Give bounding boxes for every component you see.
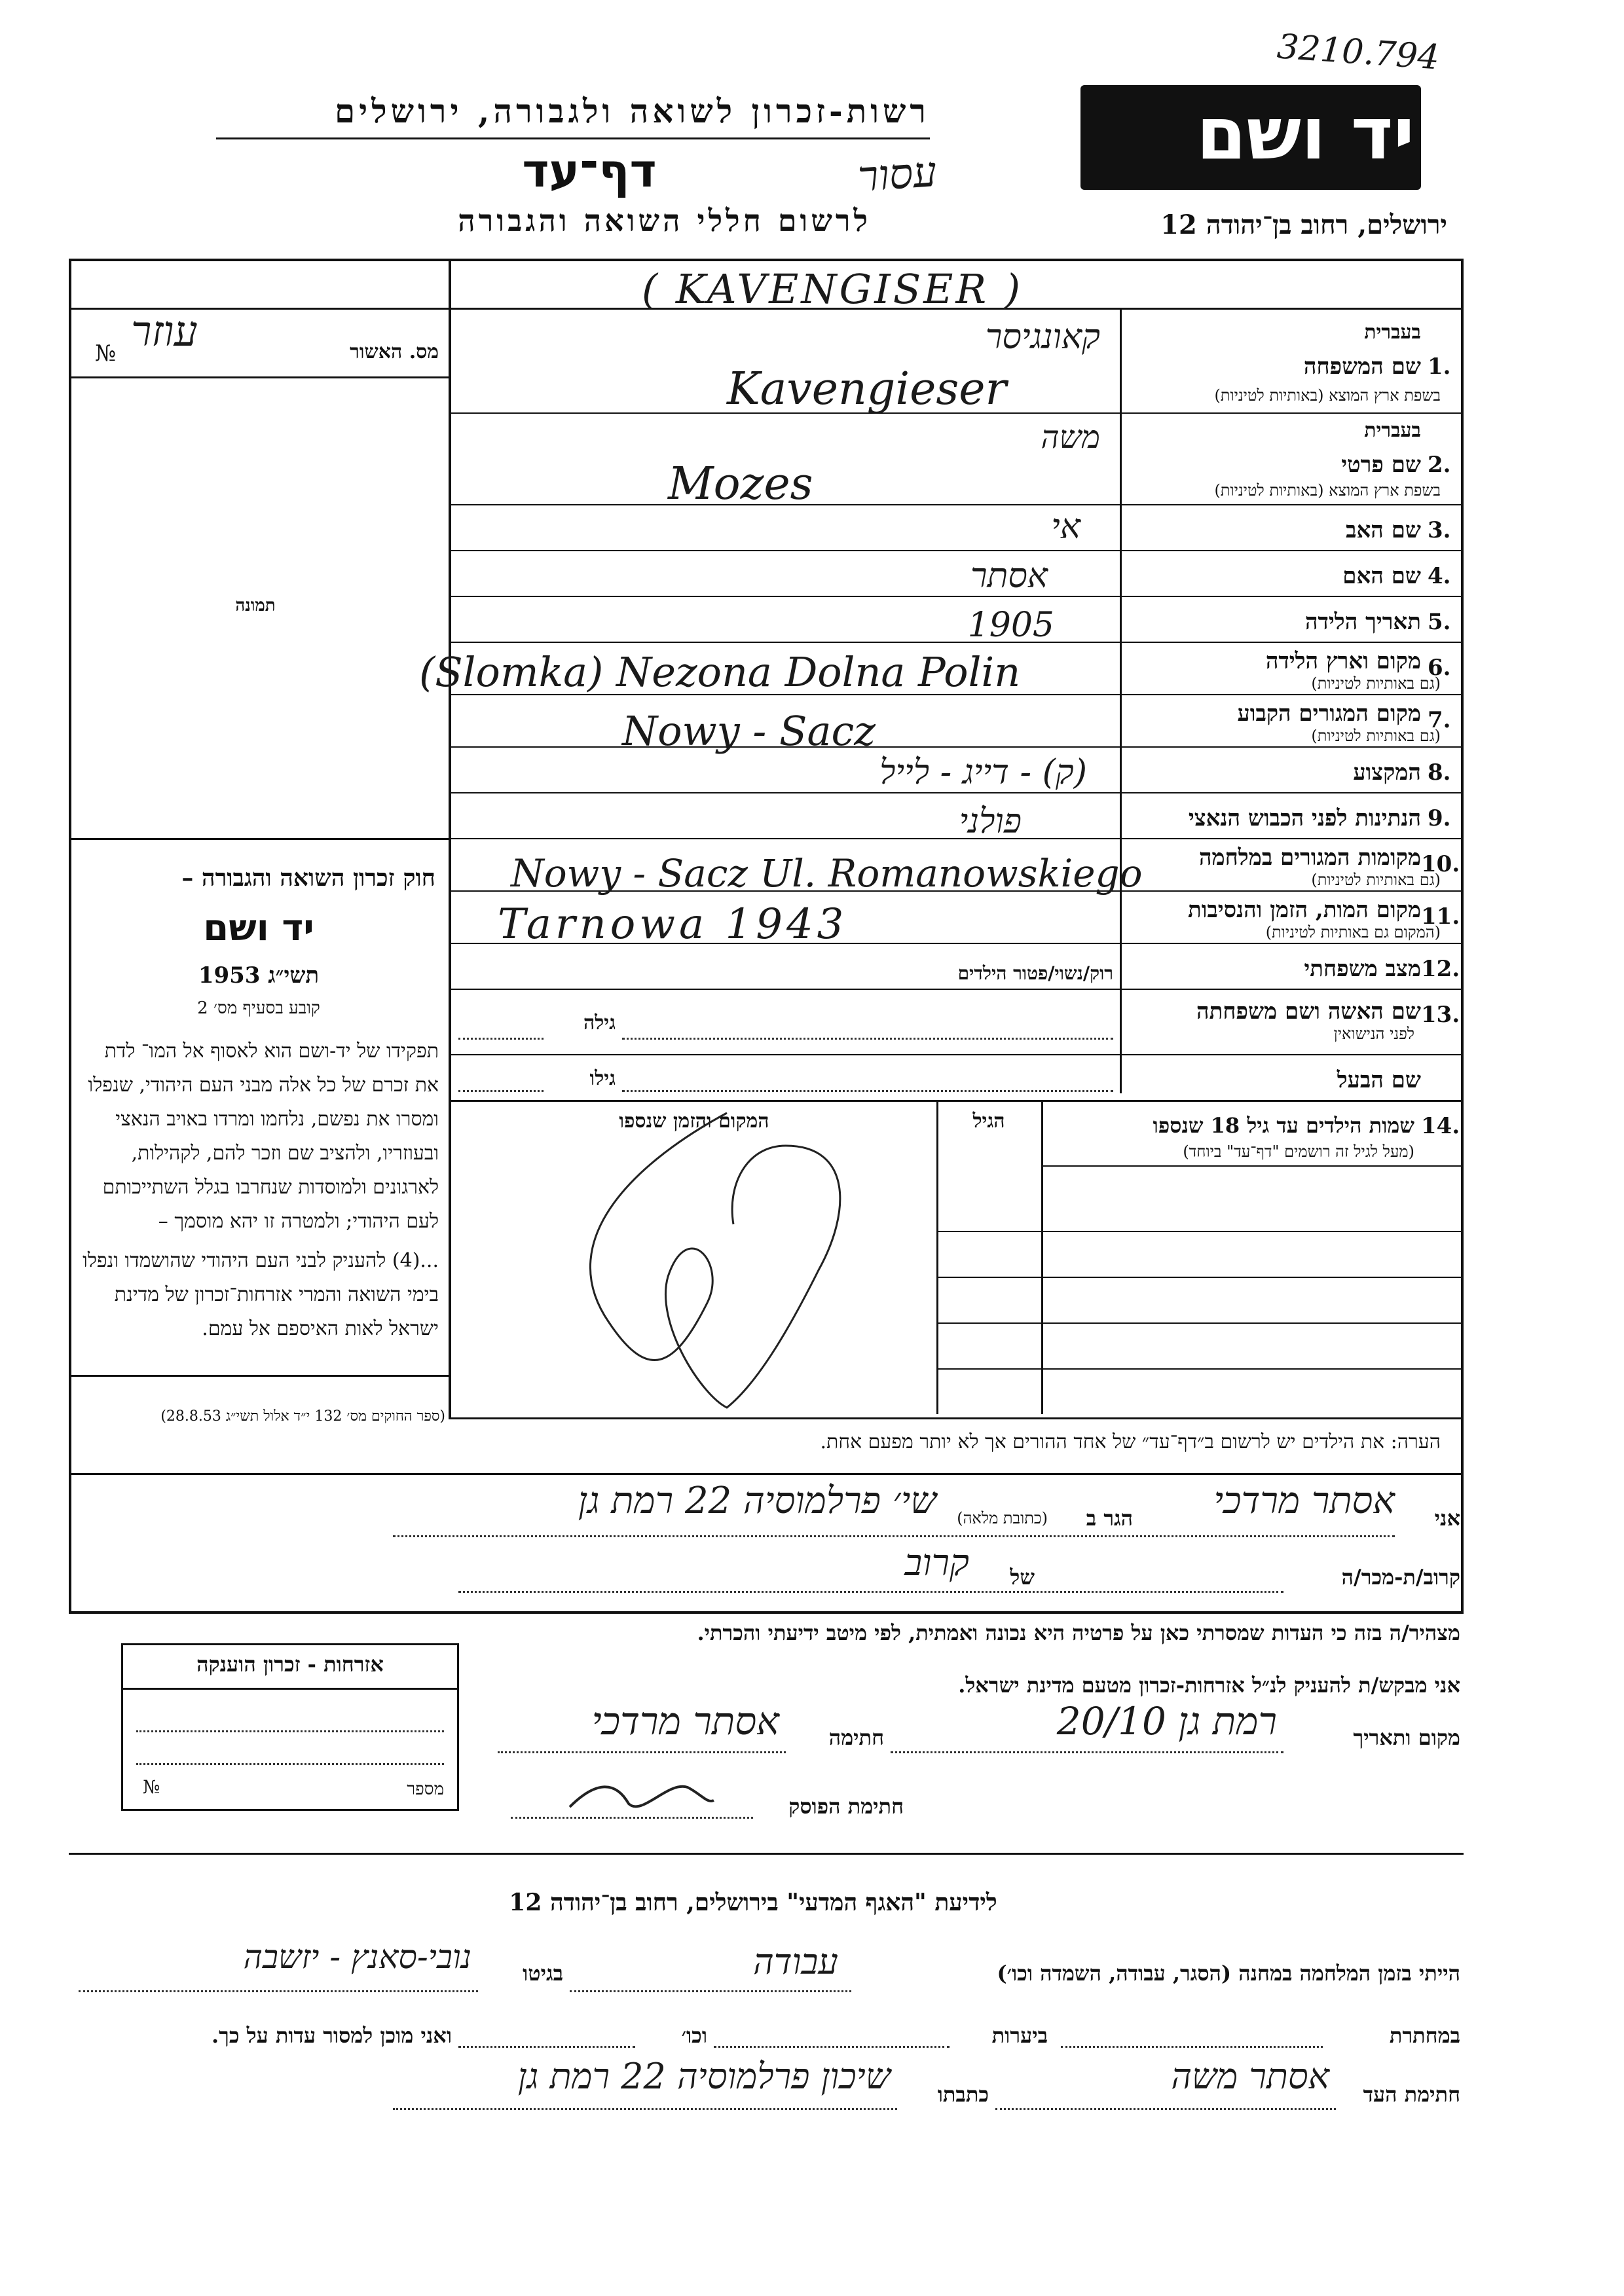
field-10-sub: (גם באותיות לטיניות): [1311, 871, 1441, 889]
signature-value: אסתר מרדכי: [591, 1699, 779, 1743]
field-7-sub: (גם באותיות לטיניות): [1311, 727, 1441, 745]
witness-address-value: שיכון פרלמוסיה 22 רמת גן: [517, 2056, 891, 2097]
witness-line: [995, 2108, 1336, 2110]
law-bottom-rule: [69, 1375, 449, 1377]
wife-age-label: גילה: [583, 1011, 616, 1034]
field-1-value-hebrew: קאונגיסר: [985, 318, 1100, 357]
field-4-label: שם האם: [1342, 563, 1421, 589]
field-8-label: המקצוע: [1353, 759, 1421, 786]
field-2-label: שם פרטי: [1341, 452, 1421, 478]
field-6-sub: (גם באותיות לטיניות): [1311, 674, 1441, 693]
field-4-num: 4.: [1428, 563, 1451, 589]
resident-label: הגר ב: [1086, 1506, 1133, 1531]
field-11-label: מקום המות, הזמן והנסיבות: [1187, 897, 1421, 923]
field-1-label: שם המשפחה: [1303, 354, 1421, 380]
field-4-value: אסתר: [970, 556, 1048, 596]
authority-line: רשות-זכרון לשואה ולגבורה, ירושלים: [334, 92, 930, 130]
field-8-num: 8.: [1428, 759, 1451, 786]
field-1-sub: בשפת ארץ המוצא (באותיות לטיניות): [1214, 386, 1441, 405]
declare-text: מצהיר/ה בזה כי העדות שמסרתי כאן על פרטיה היא נכונה ואמתית, לפי מיטב ידיעתי והכרתי.: [697, 1620, 1460, 1645]
approval-value: עוזר: [131, 308, 198, 356]
form-title: דף־עד: [522, 144, 657, 198]
forests-line: [714, 2046, 950, 2048]
relative-value: קרוב: [904, 1542, 969, 1584]
field-3-num: 3.: [1428, 517, 1451, 543]
field-2-value: Mozes: [668, 458, 813, 510]
declarant-line: [393, 1535, 1395, 1537]
children-row-rule-4: [936, 1368, 1464, 1370]
husband-label: שם הבעל: [1337, 1067, 1421, 1093]
ghetto-line: [79, 1990, 478, 1992]
partisans-line: [1061, 2046, 1323, 2048]
approval-rule: [69, 376, 449, 378]
note-rule: [69, 1473, 1464, 1475]
field-12-value: רוק/נשוי/פטור הילדים: [957, 962, 1113, 984]
field-11-num: 11.: [1421, 903, 1460, 930]
note-text: הערה: את הילדים יש לרשום ב״דף־עד״ של אחד ההורים אך לא יותר מפעם אחת.: [820, 1430, 1441, 1453]
signature-label: חתימה: [828, 1725, 884, 1750]
field-2-hebrew-tag: בעברית: [1364, 419, 1421, 442]
field-5-num: 5.: [1428, 609, 1451, 635]
wife-name-line: [622, 1038, 1113, 1040]
approval-no-sign: №: [95, 340, 117, 367]
row-rule-2: [449, 504, 1464, 505]
citizenship-line-2: [136, 1763, 444, 1765]
field-12-num: 12.: [1421, 956, 1460, 982]
children-bottom-rule: [449, 1417, 1464, 1419]
address-hint: (כתובת מלאה): [957, 1509, 1048, 1527]
declarant-value: אסתר מרדכי: [1213, 1480, 1395, 1522]
camp-line: [570, 1990, 851, 1992]
ghetto-label: בגיטו: [523, 1961, 563, 1986]
field-1-hebrew-tag: בעברית: [1364, 321, 1421, 344]
field-10-num: 10.: [1421, 851, 1460, 877]
row-rule-4: [449, 596, 1464, 597]
archive-number: 3210.794: [1276, 27, 1441, 78]
children-name-divider: [1041, 1100, 1043, 1414]
children-age-divider: [936, 1100, 938, 1414]
field-9-num: 9.: [1428, 805, 1451, 831]
request-text: אני מבקש/ת להעניק לנ״ל אזרחות-זכרון מטעם מדינת ישראל.: [958, 1673, 1460, 1698]
citizenship-title-rule: [123, 1688, 457, 1690]
witness-value: אסתר משה: [1171, 2056, 1329, 2097]
field-5-value: 1905: [967, 606, 1054, 645]
approval-label: מס. האשור: [350, 340, 439, 363]
field-12-label: מצב משפחתי: [1304, 956, 1421, 982]
place-date-label: מקום ותאריך: [1353, 1725, 1460, 1750]
field-3-label: שם האב: [1346, 517, 1421, 543]
citizenship-no-sign: №: [143, 1776, 160, 1798]
officer-signature-scribble: [557, 1768, 727, 1820]
field-6-value: (Slomka) Nezona Dolna Polin: [419, 648, 1021, 696]
place-date-line: [891, 1751, 1283, 1753]
declarant-label: אני: [1434, 1506, 1460, 1531]
field-10-value: Nowy - Sacz Ul. Romanowskiego: [511, 851, 1143, 896]
law-year: תשי״ג 1953: [198, 962, 320, 989]
row-rule-8: [449, 792, 1464, 793]
field-7-num: 7.: [1428, 707, 1451, 733]
forests-label: ביערות: [991, 2023, 1048, 2048]
camp-label: הייתי בזמן המלחמה במחנה (הסגר, עבודה, השמדה וכו׳): [997, 1961, 1460, 1986]
etc-label: וכו׳: [681, 2023, 707, 2048]
husband-name-line: [622, 1090, 1113, 1092]
field-7-value: Nowy - Sacz: [622, 707, 876, 755]
field-5-label: תאריך הלידה: [1304, 609, 1421, 635]
row-rule-13: [449, 1054, 1464, 1055]
citizenship-number-label: מספר: [407, 1779, 444, 1799]
children-row-rule-1: [936, 1231, 1464, 1232]
footer-heading: לידיעת "האגף המדעי" בירושלים, רחוב בן־יהודה 12: [509, 1889, 997, 1916]
witness-address-line: [393, 2108, 897, 2110]
field-11-sub: (המקום גם באותיות לטיניות): [1265, 923, 1441, 941]
field-9-label: הנתינות לפני הכבוש הנאצי: [1188, 805, 1421, 831]
citizenship-title: אזרחות - זכרון הוענקה: [196, 1652, 384, 1677]
children-row-rule-3: [936, 1322, 1464, 1324]
field-13-num: 13.: [1421, 1002, 1460, 1028]
children-place-header: המקום והזמן שנספו: [619, 1110, 769, 1133]
photo-label: תמונה: [235, 596, 276, 615]
declarant-address: שי׳ פרלמוסיה 22 רמת גן: [578, 1480, 936, 1522]
form-subtitle: לרשום חללי השואה והגבורה: [458, 203, 871, 238]
law-source: (ספר החוקים מס׳ 132 י״ד אלול תשי״ג 28.8.53): [160, 1408, 445, 1425]
witness-address-label: כתבתו: [937, 2082, 989, 2107]
husband-age-label: גילו: [589, 1067, 616, 1090]
field-9-value: פולני: [959, 802, 1022, 841]
law-text-1: תפקידו של יד-ושם הוא לאסוף אל המו־ לדת את זכרם של כל אלה מבני העם היהודי, שנפלו ומסרו את נפשם, נלחמו ומרדו באויב הנאצי ובעוזריו, ולהציב שם וזכר להם, לקהילות, לארגונים ולמוסדות שנחרבו בגלל השתייכותם לעם היהודי; ולמטרה זו יהא מוסמך –: [88, 1040, 439, 1233]
field-10-label: מקומות המגורים במלחמה: [1198, 845, 1421, 871]
ghetto-value: נובי-סאנץ - יזשבה: [243, 1938, 471, 1976]
children-sub: (מעל לגיל זה רושמים "דף־עד" ביוחד): [1183, 1142, 1414, 1161]
children-num: 14.: [1421, 1113, 1460, 1139]
field-13-label: שם האשה ושם משפחתה: [1196, 998, 1421, 1025]
row-rule-12: [449, 989, 1464, 990]
field-2-value-hebrew: משה: [1041, 419, 1100, 456]
handwritten-mark: עסור: [856, 147, 938, 202]
wife-age-line: [458, 1038, 544, 1040]
row-rule-7: [449, 746, 1464, 748]
logo-text: יד ושם: [1196, 92, 1414, 175]
law-title: חוק זכרון השואה והגבורה –: [181, 864, 435, 892]
label-divider: [1120, 308, 1122, 1093]
children-age-header: הגיל: [972, 1110, 1005, 1133]
field-8-value: (ק) - דייג - לייל: [879, 753, 1087, 792]
field-3-value: אי: [1051, 507, 1080, 547]
witness-label: חתימת העד: [1363, 2082, 1460, 2107]
children-header-rule: [1041, 1165, 1464, 1167]
field-13-sub: לפני הנישואין: [1333, 1025, 1414, 1043]
address: ירושלים, רחוב בן־יהודה 12: [1160, 210, 1447, 240]
footer-top-rule: [69, 1853, 1464, 1855]
field-1-value: Kavengieser: [727, 363, 1006, 415]
law-text-2: ...(4) להעניק לבני העם היהודי שהושמדו ונפלו בימי השואה והמרי אזרחות־זכרון של מדינת ישראל לאות האיספם אל עמם.: [83, 1249, 439, 1340]
crossout-scribble: [511, 1106, 930, 1421]
citizenship-line-1: [136, 1730, 444, 1732]
children-label: שמות הילדים עד גיל 18 שנספו: [1153, 1113, 1414, 1138]
of-label: של: [1010, 1565, 1035, 1590]
signature-line: [498, 1751, 786, 1753]
field-6-label: מקום וארץ הלידה: [1265, 648, 1421, 674]
etc-line: [458, 2046, 635, 2048]
field-2-num: 2.: [1428, 452, 1451, 478]
officer-label: חתימת הפוסק: [788, 1794, 904, 1819]
partisans-label: במחתרת: [1389, 2023, 1460, 2048]
top-surname-handwriting: ( KAVENGISER ): [642, 265, 1024, 313]
ready-text: ואני מוכן למסור עדות על כך.: [211, 2023, 452, 2048]
husband-age-line: [458, 1090, 544, 1092]
place-date-value: רמת גן 20/10: [1056, 1699, 1277, 1743]
children-row-rule-2: [936, 1277, 1464, 1278]
law-clause: קובע בסעיף מס׳ 2: [197, 998, 320, 1018]
relative-line: [458, 1591, 1283, 1593]
field-11-value: Tarnowa 1943: [498, 900, 848, 949]
field-1-num: 1.: [1428, 354, 1451, 380]
yad-vashem-logo: [1080, 85, 1421, 190]
relative-label: קרוב/ת-מכר/ה: [1341, 1565, 1460, 1590]
row-rule-14: [449, 1100, 1464, 1102]
photo-rule: [69, 838, 449, 840]
row-rule-3: [449, 550, 1464, 551]
camp-value: עבודה: [753, 1941, 838, 1982]
field-2-sub: בשפת ארץ המוצא (באותיות לטיניות): [1214, 481, 1441, 500]
law-name: יד ושם: [203, 907, 314, 949]
citizenship-box: [121, 1643, 459, 1811]
header-rule: [216, 137, 930, 139]
field-6-num: 6.: [1428, 655, 1451, 681]
field-7-label: מקום המגורים הקבוע: [1237, 701, 1421, 727]
